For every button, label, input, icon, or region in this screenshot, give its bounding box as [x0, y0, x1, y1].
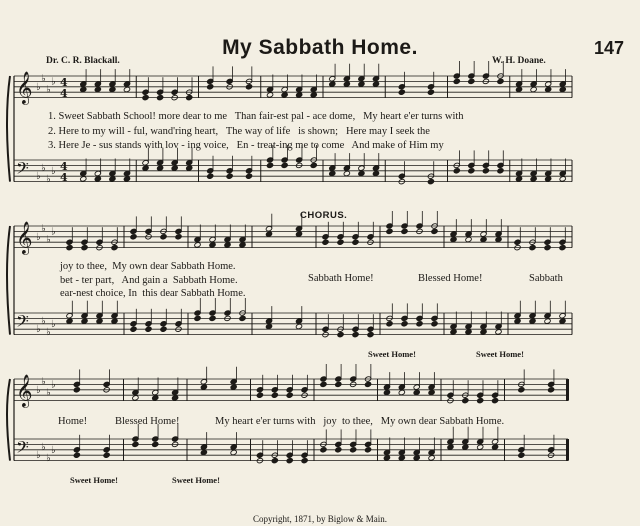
note-head: [462, 444, 469, 450]
note-head: [559, 245, 566, 251]
note-head: [66, 318, 73, 324]
note-head: [73, 452, 80, 458]
time-signature-numerator: 4: [60, 76, 68, 89]
flat-sign-icon: ♭: [36, 324, 41, 336]
bass-echo-sweet-home: Sweet Home!: [70, 475, 118, 485]
note-head: [301, 458, 308, 464]
note-head: [109, 176, 116, 182]
note-head: [544, 318, 551, 324]
flat-sign-icon: ♭: [51, 76, 56, 88]
flat-sign-icon: ♭: [46, 173, 51, 185]
flat-sign-icon: ♭: [36, 81, 41, 93]
flat-sign-icon: ♭: [41, 442, 46, 454]
verse-3-ending: ear-nest choice, In this dear Sabbath Home.: [60, 288, 246, 299]
note-head: [398, 389, 405, 395]
note-head: [453, 78, 460, 84]
treble-clef-icon: 𝄞: [16, 221, 33, 254]
bass-clef-icon: 𝄢: [16, 311, 29, 335]
note-head: [518, 452, 525, 458]
verse-2-ending: bet - ter part, And gain a Sabbath Home.: [60, 275, 238, 286]
bass-echo-sweet-home: Sweet Home!: [368, 349, 416, 359]
note-head: [545, 86, 552, 92]
note-head: [398, 89, 405, 95]
note-head: [123, 86, 130, 92]
bass-echo-sweet-home: Sweet Home!: [476, 349, 524, 359]
note-head: [175, 234, 182, 240]
note-head: [559, 176, 566, 182]
bass-echo-sweet-home: Sweet Home!: [172, 475, 220, 485]
final-barline: [566, 439, 569, 461]
note-head: [491, 398, 498, 404]
note-head: [80, 86, 87, 92]
note-head: [66, 245, 73, 251]
flat-sign-icon: ♭: [46, 234, 51, 246]
note-head: [271, 392, 278, 398]
note-head: [468, 168, 475, 174]
note-head: [103, 452, 110, 458]
note-head: [109, 86, 116, 92]
note-head: [296, 92, 303, 98]
verse-1-line: 1. Sweet Sabbath School! more dear to me Than fair-est pal - ace dome, My heart e'er turns with: [48, 111, 464, 122]
note-head: [245, 84, 252, 90]
note-head: [453, 168, 460, 174]
note-head: [480, 329, 487, 335]
note-head: [514, 318, 521, 324]
note-head: [431, 228, 438, 234]
note-head: [226, 173, 233, 179]
note-head: [465, 329, 472, 335]
note-head: [322, 239, 329, 245]
note-head: [358, 170, 365, 176]
note-head: [428, 389, 435, 395]
note-head: [364, 447, 371, 453]
note-head: [123, 176, 130, 182]
note-head: [352, 239, 359, 245]
note-head: [171, 165, 178, 171]
flat-sign-icon: ♭: [36, 384, 41, 396]
note-head: [559, 318, 566, 324]
note-head: [160, 326, 167, 332]
note-head: [245, 173, 252, 179]
note-head: [207, 173, 214, 179]
composer-credit: W. H. Doane.: [492, 56, 546, 66]
flat-sign-icon: ♭: [46, 452, 51, 464]
note-head: [81, 318, 88, 324]
note-head: [545, 176, 552, 182]
flat-sign-icon: ♭: [36, 231, 41, 243]
note-head: [495, 236, 502, 242]
note-head: [559, 86, 566, 92]
lyricist-credit: Dr. C. R. Blackall.: [46, 56, 120, 66]
note-head: [320, 381, 327, 387]
brace: [7, 76, 10, 182]
note-head: [286, 392, 293, 398]
note-head: [186, 165, 193, 171]
note-head: [431, 321, 438, 327]
note-head: [386, 228, 393, 234]
note-head: [194, 242, 201, 248]
note-head: [350, 447, 357, 453]
note-head: [491, 444, 498, 450]
note-head: [372, 81, 379, 87]
note-head: [383, 389, 390, 395]
note-head: [73, 387, 80, 393]
note-head: [401, 321, 408, 327]
note-head: [383, 455, 390, 461]
flat-sign-icon: ♭: [46, 84, 51, 96]
note-head: [427, 89, 434, 95]
note-head: [320, 447, 327, 453]
time-signature-denominator: 4: [60, 171, 68, 184]
note-head: [497, 78, 504, 84]
chorus-word-sabbath-home: Sabbath Home!: [308, 273, 374, 284]
note-head: [450, 236, 457, 242]
note-head: [386, 321, 393, 327]
note-head: [266, 92, 273, 98]
page-number: 147: [593, 38, 624, 58]
note-head: [413, 389, 420, 395]
note-head: [477, 398, 484, 404]
flat-sign-icon: ♭: [46, 326, 51, 338]
chorus-word-blessed-home: Blessed Home!: [115, 416, 180, 427]
flat-sign-icon: ♭: [41, 316, 46, 328]
note-head: [480, 236, 487, 242]
note-head: [530, 86, 537, 92]
bass-clef-icon: 𝄢: [16, 158, 29, 182]
note-head: [111, 318, 118, 324]
note-head: [94, 86, 101, 92]
note-head: [207, 84, 214, 90]
note-head: [94, 176, 101, 182]
note-head: [337, 332, 344, 338]
note-head: [329, 170, 336, 176]
note-head: [160, 234, 167, 240]
flat-sign-icon: ♭: [41, 163, 46, 175]
note-head: [172, 395, 179, 401]
chorus-final-line: My heart e'er turns with joy to thee, My own dear Sabbath Home.: [215, 416, 505, 427]
verse-3-line: 3. Here Je - sus stands with lov - ing voice, En - treat-ing me to come And make of Him my: [48, 140, 444, 151]
flat-sign-icon: ♭: [51, 379, 56, 391]
note-head: [256, 392, 263, 398]
note-head: [200, 384, 207, 390]
note-head: [157, 165, 164, 171]
note-head: [209, 242, 216, 248]
note-head: [81, 245, 88, 251]
note-head: [544, 245, 551, 251]
note-head: [152, 395, 159, 401]
note-head: [529, 318, 536, 324]
note-head: [152, 441, 159, 447]
note-head: [468, 78, 475, 84]
note-head: [132, 395, 139, 401]
note-head: [265, 231, 272, 237]
note-head: [295, 323, 302, 329]
note-head: [286, 458, 293, 464]
note-head: [462, 398, 469, 404]
note-head: [186, 95, 193, 101]
flat-sign-icon: ♭: [51, 226, 56, 238]
chorus-word-sabbath: Sabbath: [529, 273, 563, 284]
note-head: [401, 228, 408, 234]
note-head: [230, 449, 237, 455]
note-head: [364, 381, 371, 387]
copyright-notice: Copyright, 1871, by Biglow & Main.: [252, 514, 387, 524]
note-head: [497, 168, 504, 174]
flat-sign-icon: ♭: [46, 387, 51, 399]
flat-sign-icon: ♭: [51, 444, 56, 456]
note-head: [515, 86, 522, 92]
brace: [7, 226, 10, 335]
note-head: [518, 387, 525, 393]
note-head: [482, 168, 489, 174]
note-head: [142, 165, 149, 171]
note-head: [367, 332, 374, 338]
note-head: [130, 326, 137, 332]
note-head: [428, 455, 435, 461]
note-head: [157, 95, 164, 101]
note-head: [239, 315, 246, 321]
note-head: [335, 381, 342, 387]
note-head: [343, 170, 350, 176]
flat-sign-icon: ♭: [41, 376, 46, 388]
note-head: [142, 95, 149, 101]
note-head: [465, 236, 472, 242]
note-head: [209, 315, 216, 321]
flat-sign-icon: ♭: [41, 73, 46, 85]
note-head: [224, 242, 231, 248]
brace: [7, 379, 10, 461]
treble-clef-icon: 𝄞: [16, 71, 33, 104]
note-head: [337, 239, 344, 245]
note-head: [271, 458, 278, 464]
note-head: [335, 447, 342, 453]
note-head: [239, 242, 246, 248]
note-head: [132, 441, 139, 447]
note-head: [477, 444, 484, 450]
note-head: [281, 92, 288, 98]
time-signature-numerator: 4: [60, 160, 68, 173]
note-head: [372, 170, 379, 176]
chorus-word-home: Home!: [58, 416, 88, 427]
note-head: [427, 179, 434, 185]
note-head: [529, 245, 536, 251]
final-barline: [566, 379, 569, 401]
note-head: [310, 162, 317, 168]
note-head: [265, 323, 272, 329]
bass-clef-icon: 𝄢: [16, 437, 29, 461]
chorus-word-blessed-home: Blessed Home!: [418, 273, 483, 284]
note-head: [450, 329, 457, 335]
hymn-title: My Sabbath Home.: [222, 36, 418, 59]
flat-sign-icon: ♭: [51, 318, 56, 330]
note-head: [200, 449, 207, 455]
note-head: [96, 318, 103, 324]
note-head: [329, 81, 336, 87]
note-head: [130, 234, 137, 240]
flat-sign-icon: ♭: [51, 165, 56, 177]
note-head: [295, 231, 302, 237]
note-head: [266, 162, 273, 168]
note-head: [310, 92, 317, 98]
note-head: [530, 176, 537, 182]
note-head: [281, 162, 288, 168]
time-signature-denominator: 4: [60, 87, 68, 100]
flat-sign-icon: ♭: [36, 171, 41, 183]
note-head: [230, 384, 237, 390]
note-head: [416, 321, 423, 327]
note-head: [111, 245, 118, 251]
note-head: [515, 176, 522, 182]
treble-clef-icon: 𝄞: [16, 374, 33, 407]
note-head: [495, 329, 502, 335]
note-head: [145, 326, 152, 332]
note-head: [398, 455, 405, 461]
verse-2-line: 2. Here to my will - ful, wand'ring heart, The way of life is shown; Here may I seek the: [48, 126, 430, 137]
chorus-label: CHORUS.: [300, 210, 348, 221]
note-head: [447, 444, 454, 450]
note-head: [194, 315, 201, 321]
note-head: [358, 81, 365, 87]
verse-1-ending: joy to thee, My own dear Sabbath Home.: [60, 261, 236, 272]
flat-sign-icon: ♭: [36, 450, 41, 462]
note-head: [352, 332, 359, 338]
note-head: [413, 455, 420, 461]
flat-sign-icon: ♭: [41, 223, 46, 235]
note-head: [548, 387, 555, 393]
note-head: [80, 176, 87, 182]
note-head: [343, 81, 350, 87]
